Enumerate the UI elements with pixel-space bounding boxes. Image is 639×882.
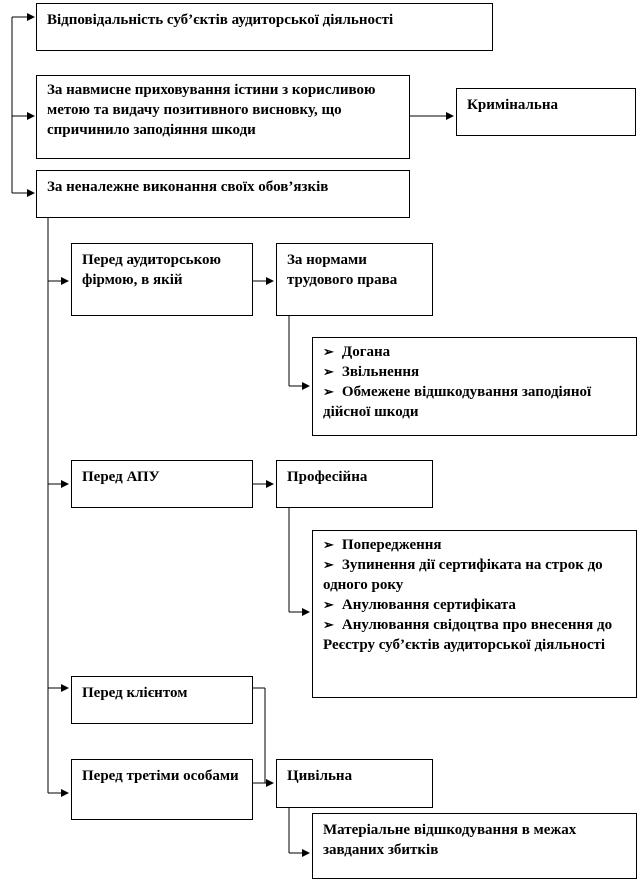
- bullet-arrow-icon: ➢: [323, 537, 334, 552]
- labor-item: ➢ Догана: [323, 344, 391, 360]
- before-third-label: Перед третіми особами: [82, 768, 239, 784]
- bullet-arrow-icon: ➢: [323, 557, 334, 572]
- professional-box: [276, 460, 433, 508]
- bullet-arrow-icon: ➢: [323, 597, 334, 612]
- labor-law-box: [276, 243, 433, 316]
- labor-item: ➢ Обмежене відшкодування заподіяної дійсної шкоди: [323, 384, 592, 420]
- improper-label: За неналежне виконання своїх обов’язків: [47, 179, 329, 195]
- civil-label: Цивільна: [287, 768, 353, 784]
- prof-item: ➢ Зупинення дії сертифіката на строк до одного року: [323, 557, 603, 593]
- bullet-arrow-icon: ➢: [323, 384, 334, 399]
- improper-box: [36, 170, 410, 218]
- before-client-label: Перед клієнтом: [82, 685, 188, 701]
- before-firm-box: [71, 243, 253, 316]
- before-firm-label: Перед аудиторською фірмою, в якій: [82, 252, 221, 288]
- before-apu-label: Перед АПУ: [82, 469, 160, 485]
- root-label: Відповідальність суб’єктів аудиторської діяльності: [47, 12, 394, 28]
- professional-sanctions-box: [312, 530, 637, 698]
- labor-sanctions-box: [312, 337, 637, 436]
- criminal-box: [456, 88, 636, 136]
- before-third-box: [71, 759, 253, 820]
- before-apu-box: [71, 460, 253, 508]
- intentional-label: За навмисне приховування істини з корисливою метою та видачу позитивного висновку, що спричинило заподіяння шкоди: [47, 82, 376, 138]
- professional-label: Професійна: [287, 469, 368, 485]
- intentional-box: [36, 75, 410, 159]
- civil-compensation-label: Матеріальне відшкодування в межах завданих збитків: [323, 822, 577, 858]
- criminal-label: Кримінальна: [467, 97, 559, 113]
- prof-item: ➢ Попередження: [323, 537, 442, 553]
- labor-item: ➢ Звільнення: [323, 364, 420, 380]
- civil-box: [276, 759, 433, 808]
- before-client-box: [71, 676, 253, 724]
- civil-compensation-box: [312, 813, 637, 879]
- bullet-arrow-icon: ➢: [323, 344, 334, 359]
- labor-law-label: За нормами трудового права: [287, 252, 398, 288]
- bullet-arrow-icon: ➢: [323, 364, 334, 379]
- prof-item: ➢ Анулювання сертифіката: [323, 597, 516, 613]
- root-box: [36, 3, 493, 51]
- prof-item: ➢ Анулювання свідоцтва про внесення до Реєстру суб’єктів аудиторської діяльності: [323, 617, 613, 653]
- bullet-arrow-icon: ➢: [323, 617, 334, 632]
